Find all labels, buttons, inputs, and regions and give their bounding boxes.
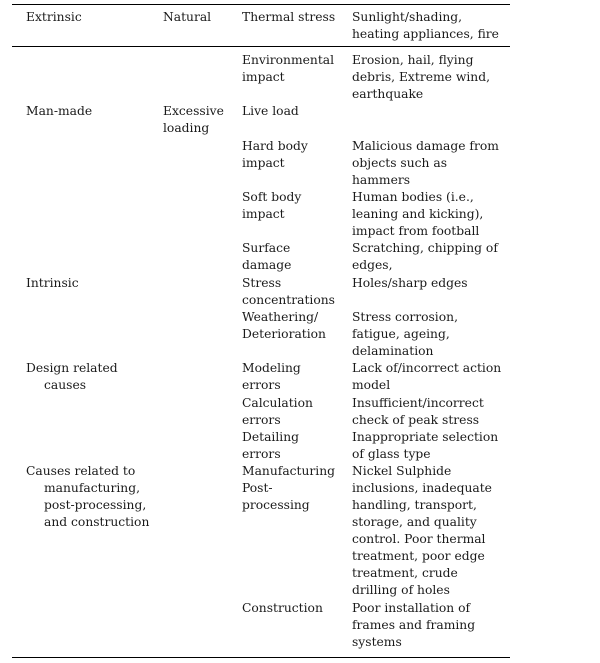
cell-stress-concentrations xyxy=(242,275,335,309)
cell-weathering-causes xyxy=(352,309,458,360)
cell-line: Post- xyxy=(242,481,273,495)
cell-line: damage xyxy=(242,258,292,272)
cell-excessive-loading xyxy=(163,103,224,137)
cell-line: treatment, crude xyxy=(352,566,458,580)
cell-soft-body-impact xyxy=(242,189,301,223)
cell-line: of glass type xyxy=(352,447,431,461)
cell-line: Inappropriate selection xyxy=(352,430,499,444)
cell-line: Stress corrosion, xyxy=(352,310,458,324)
table-top-rule xyxy=(12,4,510,5)
cell-line: Deterioration xyxy=(242,327,326,341)
cell-line: Sunlight/shading, xyxy=(352,10,463,24)
cell-line: processing xyxy=(242,498,310,512)
header-cell-extrinsic: Extrinsic xyxy=(26,10,82,24)
cell-line: manufacturing, xyxy=(44,481,140,495)
cell-line: Hard body xyxy=(242,139,308,153)
cell-manufacturing-causes-category xyxy=(26,463,149,531)
cell-line: Weathering/ xyxy=(242,310,319,324)
cell-line: inclusions, inadequate xyxy=(352,481,492,495)
cell-intrinsic: Intrinsic xyxy=(26,276,79,290)
cell-line: post-processing, xyxy=(44,498,147,512)
header-cell-thermal-stress: Thermal stress xyxy=(242,10,336,24)
cell-line: Manufacturing xyxy=(242,464,335,478)
cell-line: and construction xyxy=(44,515,150,529)
cell-soft-body-causes xyxy=(352,189,483,240)
cell-live-load: Live load xyxy=(242,104,299,118)
cell-line: model xyxy=(352,378,391,392)
cell-line: handling, transport, xyxy=(352,498,477,512)
cell-line: control. Poor thermal xyxy=(352,532,486,546)
cell-line: Poor installation of xyxy=(352,601,471,615)
cell-line: Erosion, hail, flying xyxy=(352,53,474,67)
cell-line: concentrations xyxy=(242,293,335,307)
cell-line: check of peak stress xyxy=(352,413,480,427)
cell-line: frames and framing xyxy=(352,618,476,632)
cell-calculation-causes xyxy=(352,395,484,429)
cell-construction: Construction xyxy=(242,601,323,615)
cell-detailing-errors xyxy=(242,429,299,463)
cell-line: Scratching, chipping of xyxy=(352,241,498,255)
cell-line: leaning and kicking), xyxy=(352,207,484,221)
cell-line: Environmental xyxy=(242,53,335,67)
cell-line: earthquake xyxy=(352,87,424,101)
cell-line: treatment, poor edge xyxy=(352,549,485,563)
cell-line: Soft body xyxy=(242,190,302,204)
cell-line: Calculation xyxy=(242,396,313,410)
cell-line: Nickel Sulphide xyxy=(352,464,452,478)
cell-line: Detailing xyxy=(242,430,299,444)
cell-manufacturing xyxy=(242,463,335,514)
cell-manufacturing-causes xyxy=(352,463,492,599)
cell-line: Modeling xyxy=(242,361,301,375)
cell-line: storage, and quality xyxy=(352,515,477,529)
cell-line: delamination xyxy=(352,344,434,358)
cell-weathering xyxy=(242,309,326,343)
cell-environmental-impact xyxy=(242,52,334,86)
cell-line: Lack of/incorrect action xyxy=(352,361,502,375)
cell-detailing-causes xyxy=(352,429,498,463)
cell-construction-causes xyxy=(352,600,475,651)
cell-line: impact from football xyxy=(352,224,480,238)
cell-line: systems xyxy=(352,635,402,649)
cell-hard-body-causes xyxy=(352,138,499,189)
cell-environmental-causes xyxy=(352,52,490,103)
cell-line: Malicious damage from xyxy=(352,139,499,153)
cell-line: Causes related to xyxy=(26,464,136,478)
cell-line: errors xyxy=(242,447,281,461)
header-cell-natural: Natural xyxy=(163,10,212,24)
cell-line: Design related xyxy=(26,361,118,375)
cell-line: errors xyxy=(242,378,281,392)
cell-line: impact xyxy=(242,70,285,84)
header-cell-thermal-causes xyxy=(352,9,499,43)
cell-line: drilling of holes xyxy=(352,583,450,597)
cell-line: fatigue, ageing, xyxy=(352,327,450,341)
cell-surface-damage-causes xyxy=(352,240,498,274)
cell-modeling-errors xyxy=(242,360,301,394)
cell-line: Insufficient/incorrect xyxy=(352,396,484,410)
cell-line: Human bodies (i.e., xyxy=(352,190,474,204)
cell-line: impact xyxy=(242,207,285,221)
cell-line: edges, xyxy=(352,258,393,272)
cell-line: Excessive xyxy=(163,104,224,118)
table-header-rule xyxy=(12,46,510,47)
cell-line: loading xyxy=(163,121,210,135)
cell-line: Stress xyxy=(242,276,282,290)
cell-man-made: Man-made xyxy=(26,104,93,118)
cell-modeling-causes xyxy=(352,360,501,394)
cell-design-related-causes xyxy=(26,360,118,394)
cell-line: impact xyxy=(242,156,285,170)
cell-calculation-errors xyxy=(242,395,313,429)
cell-line: objects such as xyxy=(352,156,448,170)
cell-hard-body-impact xyxy=(242,138,308,172)
cell-line: debris, Extreme wind, xyxy=(352,70,490,84)
cell-surface-damage xyxy=(242,240,291,274)
cell-line: hammers xyxy=(352,173,411,187)
cell-stress-concentrations-causes: Holes/sharp edges xyxy=(352,276,468,290)
table-bottom-rule xyxy=(12,657,510,658)
cell-line: heating appliances, fire xyxy=(352,27,499,41)
cell-line: causes xyxy=(44,378,87,392)
cell-line: errors xyxy=(242,413,281,427)
cell-line: Surface xyxy=(242,241,291,255)
